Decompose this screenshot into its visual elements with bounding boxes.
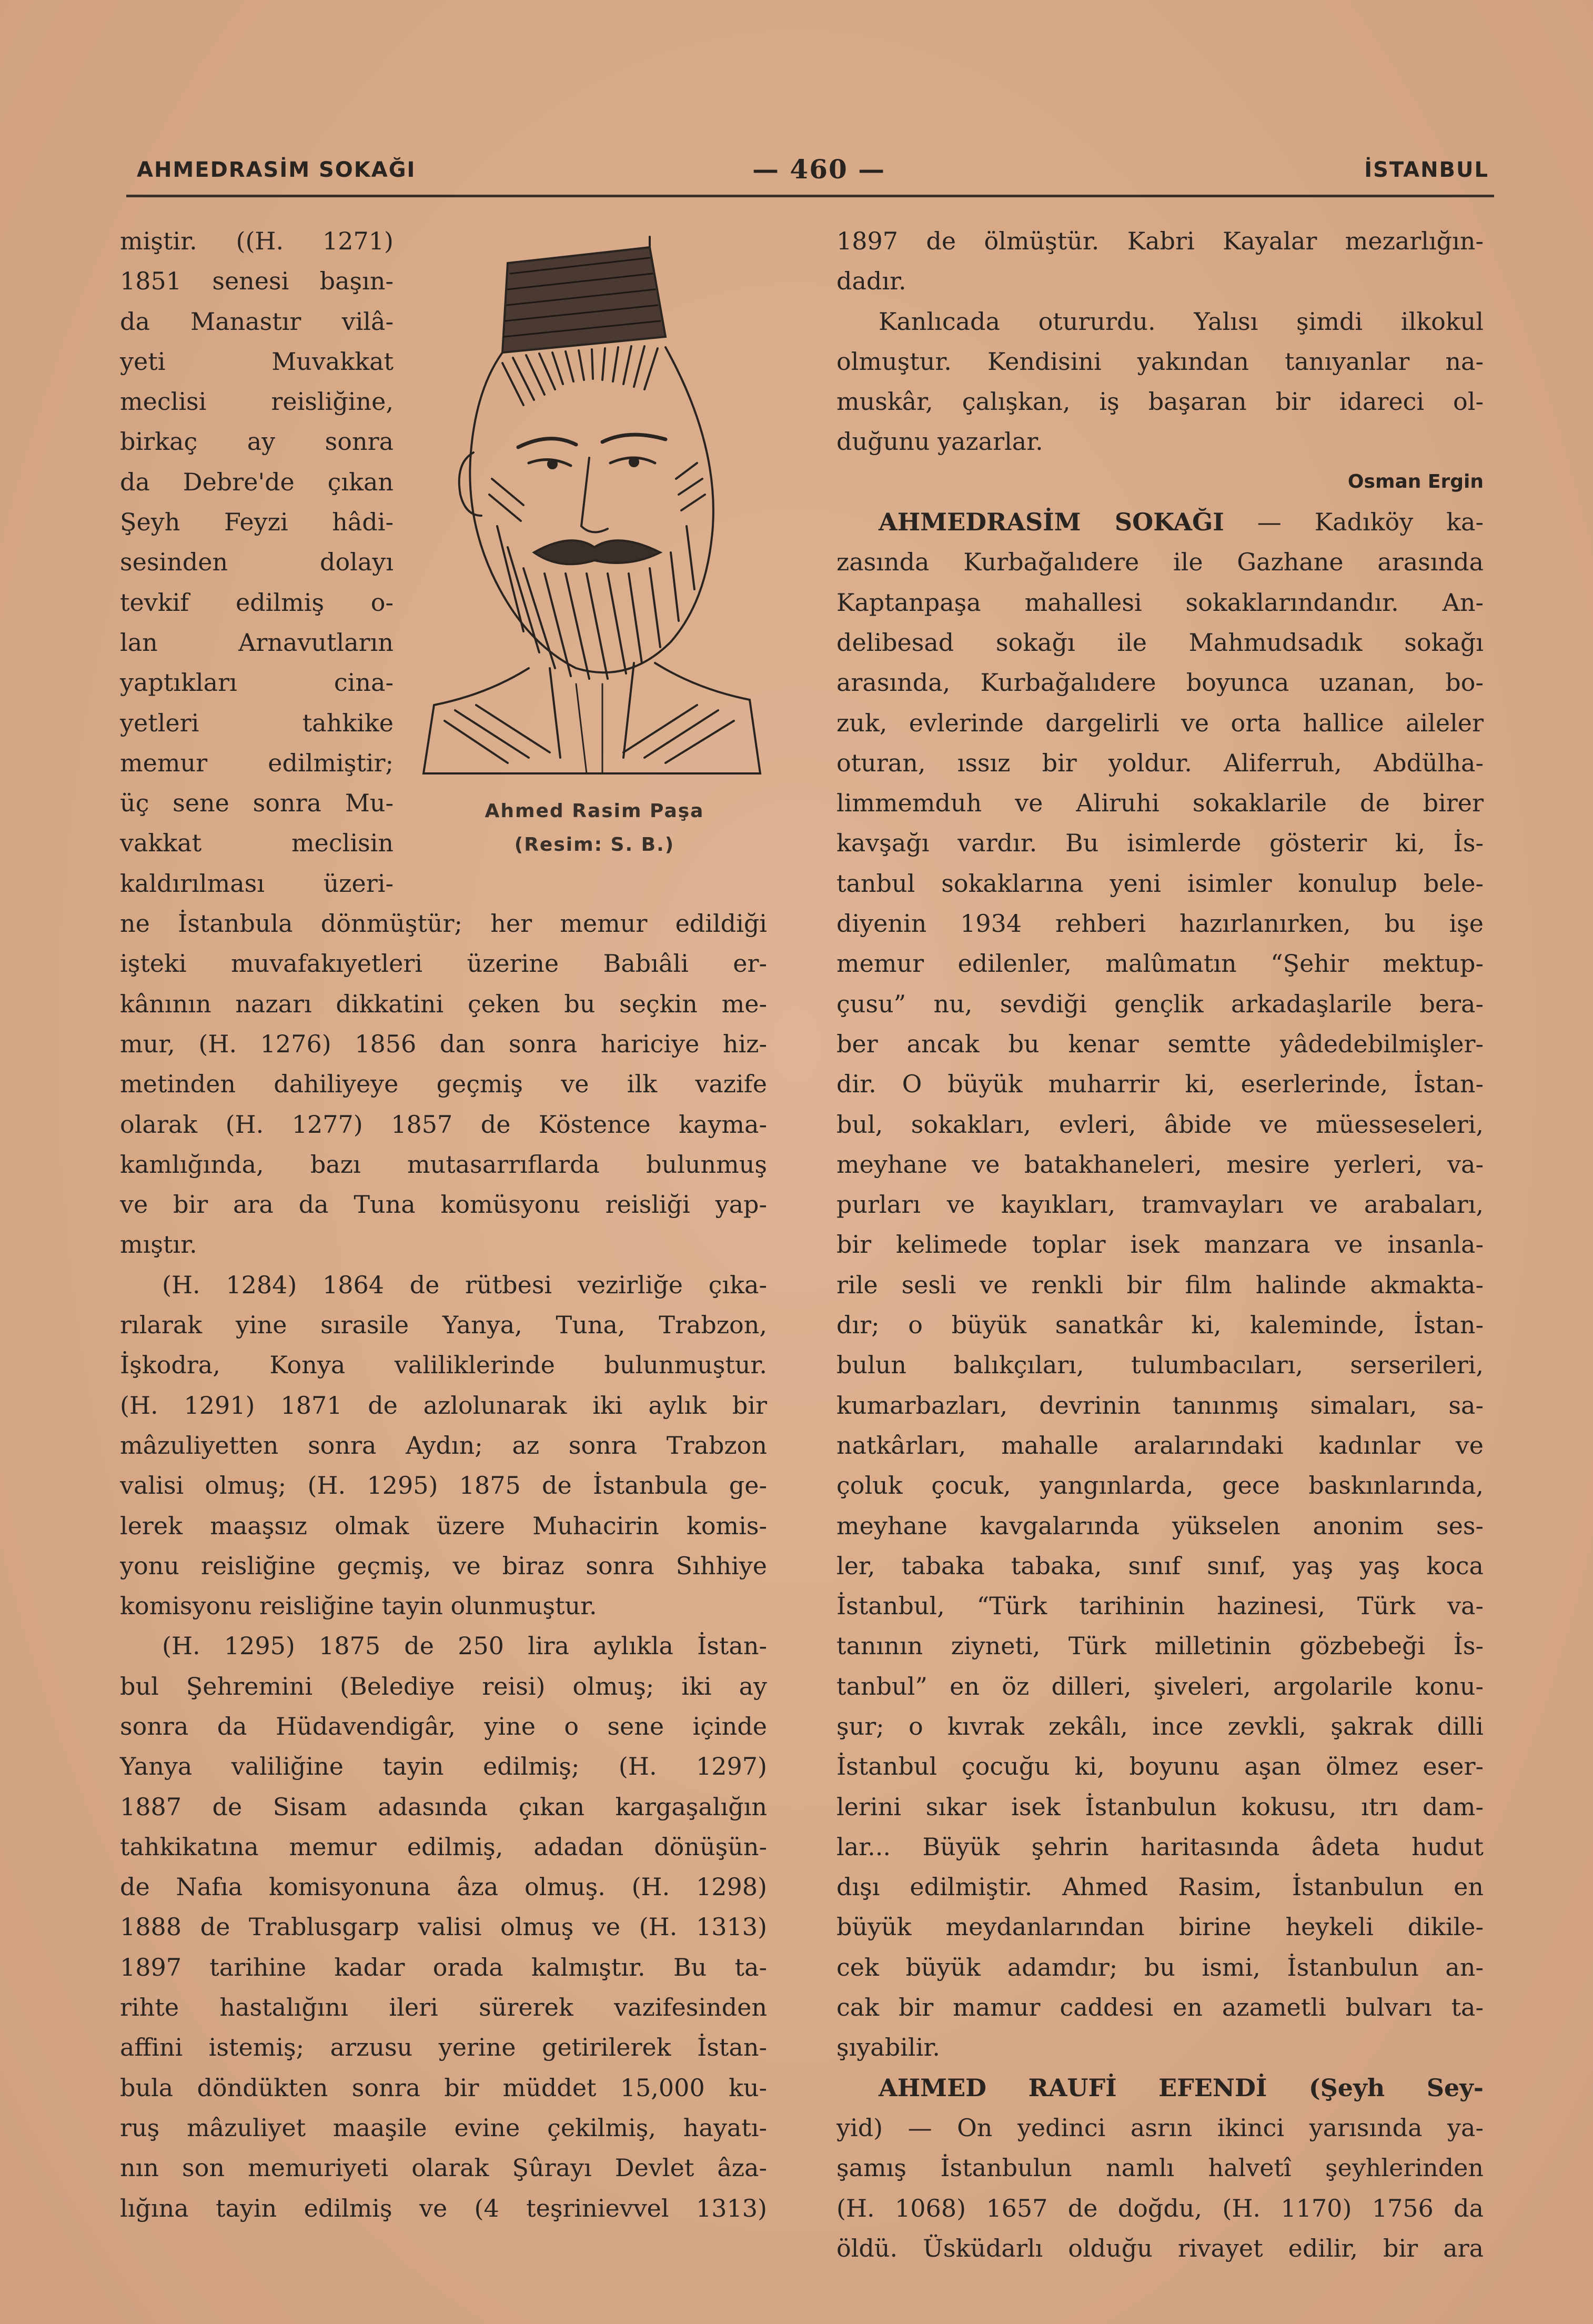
text-line: da Manastır vilâ- (120, 307, 394, 336)
entry-title: AHMEDRASİM SOKAĞI (879, 508, 1224, 537)
text-line: işteki muvafakıyetleri üzerine Babıâli er- (120, 949, 767, 978)
text-line: ber ancak bu kenar semtte yâdedebilmişler- (836, 1029, 1484, 1058)
author-signature: Osman Ergin (1347, 470, 1484, 492)
text-line: sesinden dolayı (120, 548, 394, 577)
text-line: kavşağı vardır. Bu isimlerde gösterir ki, İs- (836, 829, 1484, 858)
text-line: (H. 1068) 1657 de doğdu, (H. 1170) 1756 da (836, 2194, 1484, 2222)
text-line: tanbul sokaklarına yeni isimler konulup bele- (836, 869, 1484, 898)
page-number: — 460 — (752, 154, 886, 185)
text-line: tanbul” en öz dilleri, şiveleri, argolarile konu- (836, 1672, 1484, 1701)
text-line: natkârları, mahalle aralarındaki kadınlar ve (836, 1431, 1484, 1460)
text-line: lerini sıkar isek İstanbulun kokusu, ıtrı dam- (836, 1792, 1484, 1821)
text-line: duğunu yazarlar. (836, 427, 1043, 456)
text-line: İstanbul çocuğu ki, boyunu aşan ölmez eser- (836, 1752, 1484, 1781)
text-line: memur edilenler, malûmatın “Şehir mektup- (836, 949, 1484, 978)
page-header (137, 154, 1489, 190)
text-line: tahkikatına memur edilmiş, adadan dönüşün- (120, 1832, 767, 1861)
text-line: oturan, ıssız bir yoldur. Aliferruh, Abdülha- (836, 748, 1484, 777)
text-line: kânının nazarı dikkatini çeken bu seçkin me- (120, 989, 767, 1018)
text-line: rihte hastalığını ileri sürerek vazifesinden (120, 1993, 767, 2022)
text-line: (H. 1284) 1864 de rütbesi vezirliğe çıka- (162, 1270, 767, 1299)
text-line: birkaç ay sonra (120, 427, 394, 456)
text-line: şıyabilir. (836, 2033, 940, 2062)
text-line: arasında, Kurbağalıdere boyunca uzanan, bo- (836, 668, 1484, 697)
text-line: nın son memuriyeti olarak Şûrayı Devlet âza- (120, 2154, 767, 2182)
text-line: şur; o kıvrak zekâlı, ince zevkli, şakrak dilli (836, 1712, 1484, 1741)
text-line: dır; o büyük sanatkâr ki, kaleminde, İstan- (836, 1311, 1484, 1340)
text-line: sonra da Hüdavendigâr, yine o sene içinde (120, 1712, 767, 1741)
text-line: affini istemiş; arzusu yerine getirilerek İstan- (120, 2033, 767, 2062)
text-line: zuk, evlerinde dargelirli ve orta hallice aileler (836, 708, 1484, 737)
text-line: ler, tabaka tabaka, sınıf sınıf, yaş yaş koca (836, 1551, 1484, 1580)
text-line: valisi olmuş; (H. 1295) 1875 de İstanbula ge- (120, 1471, 767, 1500)
entry-heading-line (836, 502, 1484, 542)
caption-credit: (Resim: S. B.) (514, 834, 675, 856)
text-line: rile sesli ve renkli bir film halinde akmakta- (836, 1270, 1484, 1299)
text-line: üç sene sonra Mu- (120, 789, 394, 818)
text-line: komisyonu reisliğine tayin olunmuştur. (120, 1592, 597, 1621)
entry-title-rest: — Kadıköy ka- (1224, 508, 1484, 537)
text-line: de Nafıa komisyonuna âza olmuş. (H. 1298) (120, 1873, 767, 1902)
text-line: da Debre'de çıkan (120, 467, 394, 496)
text-line: İstanbul, “Türk tarihinin hazinesi, Türk va- (836, 1592, 1484, 1621)
text-line: miştir. ((H. 1271) (120, 227, 394, 255)
text-line: bul, sokakları, evleri, âbide ve müesseseleri, (836, 1110, 1484, 1139)
text-line: dışı edilmiştir. Ahmed Rasim, İstanbulun en (836, 1873, 1484, 1902)
text-line: lan Arnavutların (120, 628, 394, 657)
text-line: 1888 de Trablusgarp valisi olmuş ve (H. 1313) (120, 1913, 767, 1941)
text-line: zasında Kurbağalıdere ile Gazhane arasında (836, 548, 1484, 577)
text-line: kamlığında, bazı mutasarrıflarda bulunmuş (120, 1150, 767, 1179)
text-line: vakkat meclisin (120, 829, 394, 858)
text-line: tanının ziyneti, Türk milletinin gözbebeği İs- (836, 1632, 1484, 1661)
text-line: Kaptanpaşa mahallesi sokaklarındandır. An- (836, 588, 1484, 617)
text-line: bir kelimede toplar isek manzara ve insanla- (836, 1230, 1484, 1259)
text-line: 1887 de Sisam adasında çıkan kargaşalığın (120, 1792, 767, 1821)
text-line: büyük meydanlarından birine heykeli dikile- (836, 1913, 1484, 1941)
text-line: Kanlıcada otururdu. Yalısı şimdi ilkokul (879, 307, 1484, 336)
right-column (836, 221, 1484, 2268)
text-line: olarak (H. 1277) 1857 de Köstence kayma- (120, 1110, 767, 1139)
text-line: (H. 1295) 1875 de 250 lira aylıkla İstan- (162, 1632, 767, 1661)
text-line: rılarak yine sırasile Yanya, Tuna, Trabzon, (120, 1311, 767, 1340)
header-rule (126, 195, 1494, 197)
text-line: yeti Muvakkat (120, 347, 394, 376)
text-line: ruş mâzuliyet maaşile evine çekilmiş, hayatı- (120, 2113, 767, 2142)
text-line: çusu” nu, sevdiği gençlik arkadaşlarile bera- (836, 989, 1484, 1018)
text-line: şamış İstanbulun namlı halvetî şeyhlerinden (836, 2154, 1484, 2182)
text-line: 1897 tarihine kadar orada kalmıştır. Bu ta- (120, 1953, 767, 1981)
text-line: memur edilmiştir; (120, 748, 394, 777)
text-line: lığına tayin edilmiş ve (4 teşrinievvel 1313) (120, 2194, 767, 2222)
text-line: cak bir mamur caddesi en azametli bulvarı ta- (836, 1993, 1484, 2022)
text-line: lerek maaşsız olmak üzere Muhacirin komis- (120, 1511, 767, 1540)
text-line: bulun balıkçıları, tulumbacıları, serserileri, (836, 1351, 1484, 1380)
text-line: bul Şehremini (Belediye reisi) olmuş; iki ay (120, 1672, 767, 1701)
text-line: limmemduh ve Aliruhi sokaklarile de birer (836, 789, 1484, 818)
text-line: meyhane kavgalarında yükselen anonim ses- (836, 1511, 1484, 1540)
entry-title: AHMED RAUFİ EFENDİ (879, 2073, 1267, 2102)
text-line: kaldırılması üzeri- (120, 869, 394, 898)
text-line: cek büyük adamdır; bu ismi, İstanbulun an- (836, 1953, 1484, 1981)
text-line: lar... Büyük şehrin haritasında âdeta hudut (836, 1832, 1484, 1861)
text-line: dir. O büyük muharrir ki, eserlerinde, İstan- (836, 1070, 1484, 1099)
text-line: meyhane ve batakhaneleri, mesire yerleri, va- (836, 1150, 1484, 1179)
text-line: 1851 senesi başın- (120, 267, 394, 296)
text-line: diyenin 1934 rehberi hazırlanırken, bu işe (836, 909, 1484, 938)
running-head-right: İSTANBUL (1364, 158, 1489, 182)
text-line: ne İstanbula dönmüştür; her memur edildiği (120, 909, 767, 938)
text-line: muskâr, çalışkan, iş başaran bir idareci ol- (836, 387, 1484, 416)
text-line: kumarbazları, devrinin tanınmış simaları, sa- (836, 1391, 1484, 1420)
text-line: olmuştur. Kendisini yakından tanıyanlar na- (836, 347, 1484, 376)
text-line: İşkodra, Konya valiliklerinde bulunmuştur. (120, 1351, 767, 1380)
text-line: yaptıkları cina- (120, 668, 394, 697)
text-line: Yanya valiliğine tayin edilmiş; (H. 1297) (120, 1752, 767, 1781)
text-line: öldü. Üsküdarlı olduğu rivayet edilir, bir ara (836, 2234, 1484, 2262)
text-line: ve bir ara da Tuna komüsyonu reisliği yap- (120, 1190, 767, 1219)
text-line: purları ve kayıkları, tramvayları ve arabaları, (836, 1190, 1484, 1219)
text-line: tevkif edilmiş o- (120, 588, 394, 617)
entry-title-rest: (Şeyh Sey- (1267, 2073, 1484, 2102)
text-line: mıştır. (120, 1230, 197, 1259)
text-line: metinden dahiliyeye geçmiş ve ilk vazife (120, 1070, 767, 1099)
text-line: Şeyh Feyzi hâdi- (120, 508, 394, 537)
text-line: çoluk çocuk, yangınlarda, gece baskınlarında, (836, 1471, 1484, 1500)
text-line: yetleri tahkike (120, 708, 394, 737)
text-line: mur, (H. 1276) 1856 dan sonra hariciye hiz- (120, 1029, 767, 1058)
text-line: (H. 1291) 1871 de azlolunarak iki aylık bir (120, 1391, 767, 1420)
text-line: yid) — On yedinci asrın ikinci yarısında ya- (836, 2113, 1484, 2142)
text-line: dadır. (836, 267, 906, 296)
text-line: mâzuliyetten sonra Aydın; az sonra Trabzon (120, 1431, 767, 1460)
caption-name: Ahmed Rasim Paşa (485, 800, 704, 822)
text-line: yonu reisliğine geçmiş, ve biraz sonra Sıhhiye (120, 1551, 767, 1580)
left-column (120, 221, 767, 2228)
entry-heading-line (836, 2068, 1484, 2108)
running-head-left: AHMEDRASİM SOKAĞI (137, 158, 416, 182)
text-line: 1897 de ölmüştür. Kabri Kayalar mezarlığın- (836, 227, 1484, 255)
text-line: meclisi reisliğine, (120, 387, 394, 416)
text-line: delibesad sokağı ile Mahmudsadık sokağı (836, 628, 1484, 657)
text-line: bula döndükten sonra bir müddet 15,000 ku- (120, 2073, 767, 2102)
